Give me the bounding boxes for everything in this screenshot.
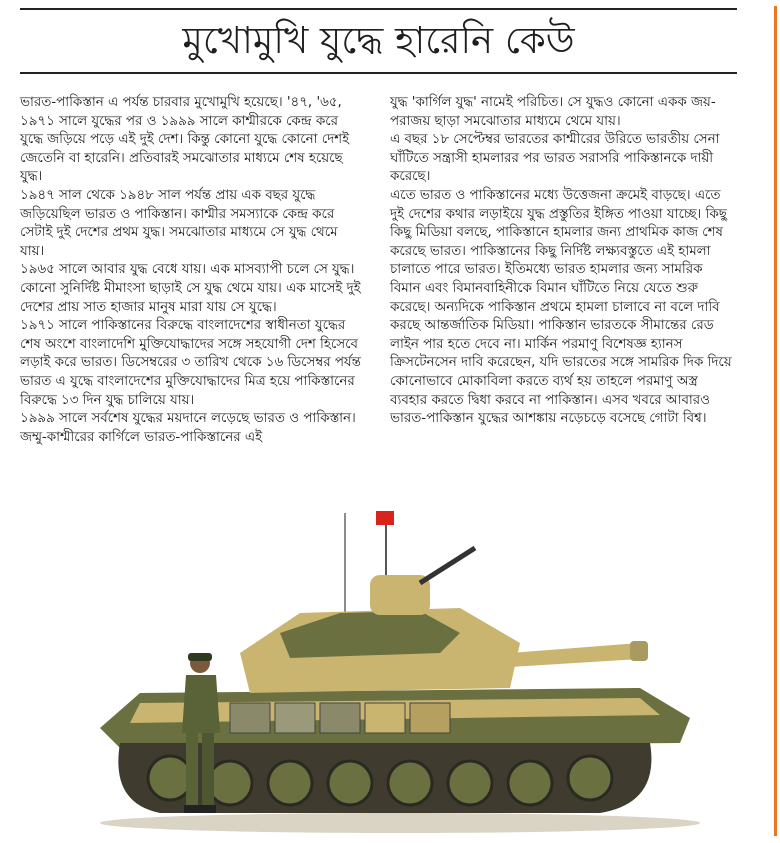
paragraph: এতে ভারত ও পাকিস্তানের মধ্যে উত্তেজনা ক্রমেই বাড়ছে। এতে দুই দেশের কথার লড়াইয়ে যুদ্ধ প্রস্তুতির ইঙ্গিত পাওয়া যাচ্ছে। কিছু কিছু মিডিয়া বলছে, পাকিস্তানে হামলার জন্য প্রাথমিক কাজ শেষ করেছে ভারত। পাকিস্তানের কিছু নির্দিষ্ট লক্ষ্যবস্তুতে এই হামলা চালাতে পারে ভারত। ইতিমধ্যে ভারত হামলার জন্য সামরিক বিমান এবং বিমানবাহিনীকে বিমান ঘাঁটিতে নিয়ে যেতে শুরু করেছে। অন্যদিকে পাকিস্তান প্রথমে হামলা চালাবে না বলে দাবি করছে আন্তর্জাতিক মিডিয়া। পাকিস্তান ভারতকে সীমান্তের রেড লাইন পার হতে দেবে না। মার্কিন পরমাণু বিশেষজ্ঞ হ্যানস ক্রিসটেনসেন দাবি করেছেন, যদি ভারতের সঙ্গে সামরিক দিক দিয়ে কোনোভাবে মোকাবিলা করতে ব্যর্থ হয় তাহলে পরমাণু অস্ত্র ব্যবহার করতে দ্বিধা করবে না পাকিস্তান। এসব খবরে আবারও ভারত-পাকিস্তান যুদ্ধের আশঙ্কায় নড়েচড়ে বসেছে গোটা বিশ্ব। <box>390 187 732 427</box>
flag-icon <box>376 511 394 525</box>
accent-bar <box>774 6 777 836</box>
left-column <box>20 94 365 447</box>
paragraph: ভারত-পাকিস্তান এ পর্যন্ত চারবার মুখোমুখি হয়েছে। '৪৭, '৬৫, ১৯৭১ সালে যুদ্ধের পর ও ১৯৯৯ সালে কাশ্মীরকে কেন্দ্র করে যুদ্ধে জড়িয়ে পড়ে এই দুই দেশ। কিন্তু কোনো যুদ্ধে কোনো দেশই জেতেনি বা হারেনি। প্রতিবারই সমঝোতার মাধ্যমে শেষ হয়েছে যুদ্ধ। <box>20 95 350 185</box>
headline: মুখোমুখি যুদ্ধে হারেনি কেউ <box>182 19 575 62</box>
headline-rule <box>20 72 737 74</box>
top-rule <box>20 8 737 10</box>
paragraph: ১৯৭১ সালে পাকিস্তানের বিরুদ্ধে বাংলাদেশের স্বাধীনতা যুদ্ধের শেষ অংশে বাংলাদেশি মুক্তিযোদ্ধাদের সঙ্গে সহযোগী দেশ হিসেবে লড়াই করে ভারত। ডিসেম্বরের ৩ তারিখ থেকে ১৬ ডিসেম্বর পর্যন্ত ভারত এ যুদ্ধে বাংলাদেশের মুক্তিযোদ্ধাদের মিত্র হয়ে পাকিস্তানের বিরুদ্ধে ১৩ দিন যুদ্ধ চালিয়ে যায়। <box>20 318 361 408</box>
paragraph: যুদ্ধ 'কার্গিল যুদ্ধ' নামেই পরিচিত। সে যুদ্ধও কোনো একক জয়-পরাজয় ছাড়া সমঝোতার মাধ্যমে থেমে যায়। <box>390 95 716 129</box>
paragraph: ১৯৯৯ সালে সর্বশেষ যুদ্ধের ময়দানে লড়েছে ভারত ও পাকিস্তান। জম্মু-কাশ্মীরের কার্গিলে ভারত-পাকিস্তানের এই <box>20 411 356 445</box>
right-column <box>390 94 735 429</box>
paragraph: ১৯৪৭ সাল থেকে ১৯৪৮ সাল পর্যন্ত প্রায় এক বছর যুদ্ধে জড়িয়েছিল ভারত ও পাকিস্তান। কাশ্মীর সমস্যাকে কেন্দ্র করে সেটাই দুই দেশের প্রথম যুদ্ধ। সমঝোতার মাধ্যমে সে যুদ্ধ থেমে যায়। <box>20 187 338 259</box>
paragraph: ১৯৬৫ সালে আবার যুদ্ধ বেধে যায়। এক মাসব্যাপী চলে সে যুদ্ধ। কোনো সুনির্দিষ্ট মীমাংসা ছাড়াই সে যুদ্ধ থেমে যায়। এক মাসেই দুই দেশের প্রায় সাত হাজার মানুষ মারা যায় সে যুদ্ধে। <box>20 262 361 315</box>
paragraph: এ বছর ১৮ সেপ্টেম্বর ভারতের কাশ্মীরের উরিতে ভারতীয় সেনা ঘাঁটিতে সন্ত্রাসী হামলারর পর ভারত সরাসরি পাকিস্তানকে দায়ী করেছে। <box>390 132 720 185</box>
tank-photo <box>40 503 720 838</box>
